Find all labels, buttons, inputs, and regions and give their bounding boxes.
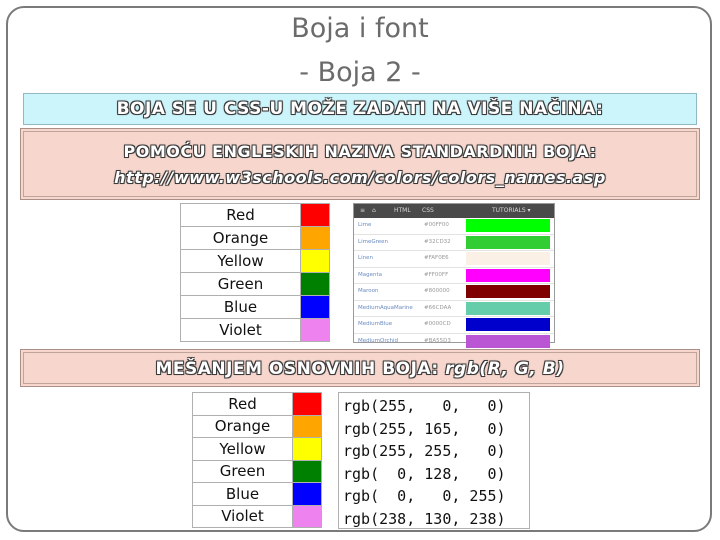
color-name: Green [193, 460, 293, 483]
color-name: Blue [181, 296, 301, 319]
w3schools-color-hex: #FAF0E6 [424, 255, 449, 261]
w3schools-color-name: Lime [358, 222, 372, 228]
color-name: Green [181, 273, 301, 296]
w3schools-color-name: LimeGreen [358, 238, 388, 245]
w3schools-color-row [354, 251, 554, 268]
w3schools-color-name: Linen [358, 255, 373, 261]
named-color-row [181, 273, 330, 296]
w3schools-color-row [354, 284, 554, 301]
w3schools-color-row [354, 268, 554, 285]
color-swatch [301, 319, 330, 342]
color-swatch [293, 415, 322, 438]
nav-item-css: CSS [422, 207, 434, 214]
color-name: Orange [181, 227, 301, 250]
color-name: Blue [193, 483, 293, 506]
slide-subtitle: - Boja 2 - [299, 57, 421, 88]
named-color-row [181, 204, 330, 227]
w3schools-color-row [354, 334, 554, 351]
w3schools-color-swatch [466, 285, 550, 298]
color-swatch [301, 227, 330, 250]
color-swatch [301, 204, 330, 227]
named-colors-table [180, 203, 330, 342]
w3schools-color-hex: #0000CD [424, 321, 451, 327]
named-colors-heading: POMOĆU ENGLESKIH NAZIVA STANDARDNIH BOJA: [123, 142, 597, 161]
rgb-color-row [193, 460, 322, 483]
color-swatch [293, 393, 322, 416]
w3schools-color-swatch [466, 269, 550, 282]
rgb-banner-label: MEŠANJEM OSNOVNIH BOJA: [155, 359, 446, 379]
w3schools-color-hex: #BA55D3 [424, 337, 451, 344]
color-name: Violet [181, 319, 301, 342]
w3schools-color-row [354, 301, 554, 318]
rgb-color-row [193, 393, 322, 416]
color-name: Yellow [181, 250, 301, 273]
rgb-code-line: rgb(255, 255, 0) [343, 442, 506, 460]
rgb-banner [23, 352, 697, 384]
named-color-row [181, 319, 330, 342]
color-name: Orange [193, 415, 293, 438]
rgb-colors-table [192, 392, 322, 528]
rgb-code-box [338, 392, 530, 529]
w3schools-color-swatch [466, 302, 550, 315]
w3schools-color-name: MediumAquaMarine [358, 304, 413, 311]
w3schools-color-hex: #800000 [424, 288, 450, 294]
w3schools-color-swatch [466, 236, 550, 249]
rgb-code-line: rgb(238, 130, 238) [343, 509, 506, 528]
named-color-row [181, 250, 330, 273]
home-icon: ⌂ [372, 207, 376, 214]
w3schools-link[interactable]: http://www.w3schools.com/colors/colors_names.asp [114, 168, 606, 187]
w3schools-color-hex: #00FF00 [424, 222, 449, 228]
rgb-banner-code: rgb(R, G, B) [445, 359, 565, 379]
rgb-code-line: rgb( 0, 0, 255) [343, 487, 506, 505]
menu-icon: ≡ [360, 207, 366, 214]
color-name: Red [193, 393, 293, 416]
nav-item-tutorials: TUTORIALS ▾ [492, 207, 531, 214]
w3schools-color-hex: #32CD32 [424, 238, 451, 245]
methods-banner: BOJA SE U CSS-U MOŽE ZADATI NA VIŠE NAČINA: [23, 93, 697, 125]
color-swatch [293, 483, 322, 506]
color-swatch [301, 273, 330, 296]
rgb-code-line: rgb( 0, 128, 0) [343, 464, 506, 483]
w3schools-color-hex: #66CDAA [424, 304, 452, 311]
color-name: Red [181, 204, 301, 227]
rgb-color-row [193, 415, 322, 438]
w3schools-color-name: MediumBlue [358, 321, 393, 327]
nav-item-html: HTML [394, 207, 411, 214]
color-swatch [301, 250, 330, 273]
rgb-color-row [193, 505, 322, 528]
w3schools-screenshot [353, 203, 555, 343]
w3schools-color-name: MediumOrchid [358, 337, 398, 344]
w3schools-color-row [354, 218, 554, 235]
w3schools-color-name: Magenta [358, 271, 383, 278]
w3schools-color-swatch [466, 318, 550, 331]
named-color-row [181, 296, 330, 319]
named-colors-banner [23, 131, 697, 197]
color-name: Violet [193, 505, 293, 528]
w3schools-color-swatch [466, 335, 550, 348]
w3schools-color-hex: #FF00FF [424, 271, 449, 278]
color-name: Yellow [193, 438, 293, 461]
rgb-code-line: rgb(255, 0, 0) [343, 397, 506, 415]
w3schools-color-rows [354, 218, 554, 367]
w3schools-navbar [354, 204, 554, 218]
color-swatch [301, 296, 330, 319]
rgb-code-line: rgb(255, 165, 0) [343, 419, 506, 438]
w3schools-color-swatch [466, 252, 550, 265]
w3schools-color-name: Maroon [358, 288, 379, 294]
w3schools-color-row [354, 235, 554, 252]
color-swatch [293, 505, 322, 528]
rgb-color-row [193, 483, 322, 506]
color-swatch [293, 460, 322, 483]
slide-title: Boja i font [291, 13, 429, 44]
color-swatch [293, 438, 322, 461]
w3schools-color-row [354, 317, 554, 334]
named-color-row [181, 227, 330, 250]
rgb-color-row [193, 438, 322, 461]
w3schools-color-swatch [466, 219, 550, 232]
